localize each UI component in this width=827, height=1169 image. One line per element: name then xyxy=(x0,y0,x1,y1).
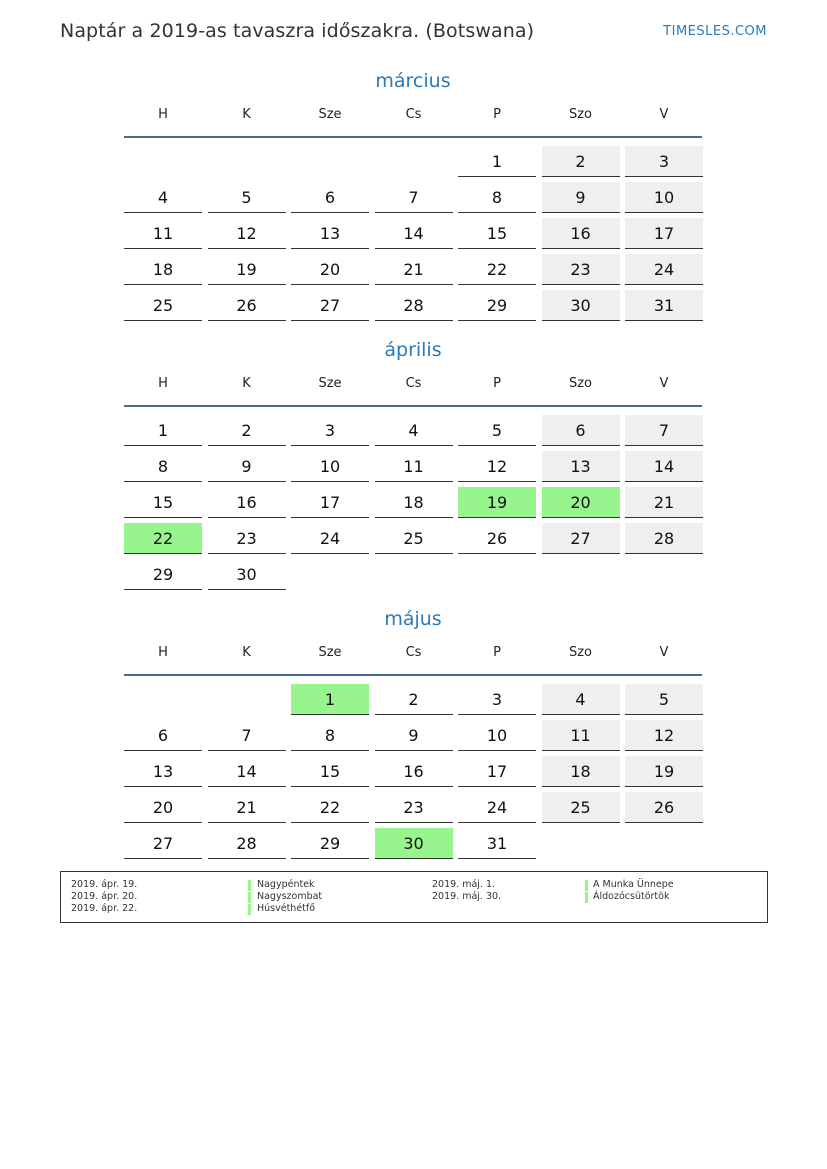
day-cell: 9 xyxy=(542,182,620,213)
day-cell: 26 xyxy=(458,523,536,554)
legend-holiday-name: Nagyszombat xyxy=(257,891,323,902)
legend-date: 2019. máj. 30. xyxy=(432,891,502,902)
day-cell: 18 xyxy=(124,254,202,285)
weekday-label: H xyxy=(158,376,168,391)
day-cell: 2 xyxy=(375,684,453,715)
weekday-label: V xyxy=(659,645,669,660)
legend-color-marker xyxy=(248,892,251,903)
day-cell: 15 xyxy=(458,218,536,249)
day-cell: 11 xyxy=(375,451,453,482)
day-cell: 8 xyxy=(458,182,536,213)
day-cell: 3 xyxy=(625,146,703,177)
legend-holiday-name: Húsvéthétfő xyxy=(257,903,316,914)
weekday-label: P xyxy=(493,645,501,660)
day-cell: 17 xyxy=(291,487,369,518)
day-cell: 13 xyxy=(291,218,369,249)
day-cell: 27 xyxy=(291,290,369,321)
day-cell: 7 xyxy=(625,415,703,446)
day-cell: 24 xyxy=(291,523,369,554)
day-cell: 25 xyxy=(375,523,453,554)
day-cell: 6 xyxy=(542,415,620,446)
day-cell: 29 xyxy=(458,290,536,321)
day-cell: 1 xyxy=(458,146,536,177)
holiday-day-cell: 20 xyxy=(542,487,620,518)
day-cell: 29 xyxy=(124,559,202,590)
day-cell: 28 xyxy=(375,290,453,321)
legend-holiday-name: Áldozócsütörtök xyxy=(593,891,670,902)
day-cell: 21 xyxy=(208,792,286,823)
day-cell: 24 xyxy=(625,254,703,285)
month-name: május xyxy=(384,608,442,630)
day-cell: 10 xyxy=(458,720,536,751)
day-cell: 7 xyxy=(375,182,453,213)
day-cell: 26 xyxy=(208,290,286,321)
day-cell: 8 xyxy=(124,451,202,482)
day-cell: 14 xyxy=(625,451,703,482)
day-cell: 16 xyxy=(542,218,620,249)
legend-color-marker xyxy=(248,880,251,891)
weekday-label: K xyxy=(242,107,251,122)
header-divider xyxy=(124,136,702,138)
weekday-label: Szo xyxy=(568,645,593,660)
day-cell: 9 xyxy=(375,720,453,751)
day-cell: 19 xyxy=(208,254,286,285)
day-cell: 11 xyxy=(124,218,202,249)
weekday-label: P xyxy=(493,376,501,391)
day-cell: 1 xyxy=(124,415,202,446)
day-cell: 17 xyxy=(625,218,703,249)
month-name: április xyxy=(384,339,442,361)
weekday-label: Szo xyxy=(568,107,593,122)
day-cell: 23 xyxy=(208,523,286,554)
weekday-header xyxy=(124,645,702,665)
brand-link[interactable]: TIMESLES.COM xyxy=(663,24,767,39)
weekday-header xyxy=(124,376,702,396)
weekday-label: Szo xyxy=(568,376,593,391)
day-cell: 12 xyxy=(458,451,536,482)
month-block xyxy=(124,608,702,868)
day-cell: 5 xyxy=(625,684,703,715)
day-cell: 15 xyxy=(291,756,369,787)
legend-date: 2019. máj. 1. xyxy=(432,879,496,890)
weekday-label: K xyxy=(242,645,251,660)
day-cell: 29 xyxy=(291,828,369,859)
day-cell: 28 xyxy=(625,523,703,554)
day-cell: 10 xyxy=(625,182,703,213)
day-cell: 18 xyxy=(542,756,620,787)
day-cell: 6 xyxy=(124,720,202,751)
day-cell: 5 xyxy=(458,415,536,446)
day-cell: 21 xyxy=(375,254,453,285)
day-cell: 23 xyxy=(375,792,453,823)
month-name: március xyxy=(375,70,451,92)
day-cell: 11 xyxy=(542,720,620,751)
holiday-legend xyxy=(60,871,768,923)
weekday-label: H xyxy=(158,107,168,122)
day-cell: 18 xyxy=(375,487,453,518)
day-cell: 20 xyxy=(124,792,202,823)
holiday-day-cell: 1 xyxy=(291,684,369,715)
weekday-label: V xyxy=(659,376,669,391)
day-cell: 25 xyxy=(542,792,620,823)
day-cell: 9 xyxy=(208,451,286,482)
day-cell: 5 xyxy=(208,182,286,213)
day-cell: 13 xyxy=(542,451,620,482)
day-cell: 24 xyxy=(458,792,536,823)
weekday-label: V xyxy=(659,107,669,122)
weekday-label: Cs xyxy=(405,645,422,660)
day-cell: 23 xyxy=(542,254,620,285)
day-cell: 27 xyxy=(124,828,202,859)
holiday-day-cell: 30 xyxy=(375,828,453,859)
day-cell: 28 xyxy=(208,828,286,859)
month-block xyxy=(124,339,702,599)
day-cell: 17 xyxy=(458,756,536,787)
day-cell: 20 xyxy=(291,254,369,285)
day-cell: 4 xyxy=(375,415,453,446)
day-cell: 12 xyxy=(625,720,703,751)
legend-color-marker xyxy=(585,892,588,903)
day-cell: 3 xyxy=(458,684,536,715)
weekday-label: Sze xyxy=(318,645,342,660)
day-cell: 12 xyxy=(208,218,286,249)
day-cell: 14 xyxy=(208,756,286,787)
legend-date: 2019. ápr. 20. xyxy=(71,891,138,902)
day-cell: 16 xyxy=(375,756,453,787)
day-cell: 30 xyxy=(542,290,620,321)
header-divider xyxy=(124,674,702,676)
day-cell: 10 xyxy=(291,451,369,482)
day-cell: 31 xyxy=(625,290,703,321)
weekday-header xyxy=(124,107,702,127)
weekday-label: H xyxy=(158,645,168,660)
day-cell: 25 xyxy=(124,290,202,321)
day-cell: 30 xyxy=(208,559,286,590)
page-title: Naptár a 2019-as tavaszra időszakra. (Botswana) xyxy=(60,20,535,42)
holiday-day-cell: 19 xyxy=(458,487,536,518)
weekday-label: P xyxy=(493,107,501,122)
header-divider xyxy=(124,405,702,407)
day-cell: 26 xyxy=(625,792,703,823)
day-cell: 8 xyxy=(291,720,369,751)
day-cell: 2 xyxy=(542,146,620,177)
month-block xyxy=(124,70,702,330)
legend-date: 2019. ápr. 22. xyxy=(71,903,138,914)
legend-color-marker xyxy=(585,880,588,891)
day-cell: 22 xyxy=(458,254,536,285)
day-cell: 3 xyxy=(291,415,369,446)
day-cell: 19 xyxy=(625,756,703,787)
day-cell: 27 xyxy=(542,523,620,554)
day-cell: 4 xyxy=(124,182,202,213)
day-cell: 16 xyxy=(208,487,286,518)
weekday-label: K xyxy=(242,376,251,391)
holiday-day-cell: 22 xyxy=(124,523,202,554)
day-cell: 13 xyxy=(124,756,202,787)
day-cell: 15 xyxy=(124,487,202,518)
weekday-label: Sze xyxy=(318,107,342,122)
weekday-label: Cs xyxy=(405,107,422,122)
day-cell: 6 xyxy=(291,182,369,213)
legend-color-marker xyxy=(248,904,251,915)
weekday-label: Sze xyxy=(318,376,342,391)
weekday-label: Cs xyxy=(405,376,422,391)
day-cell: 22 xyxy=(291,792,369,823)
day-cell: 4 xyxy=(542,684,620,715)
day-cell: 14 xyxy=(375,218,453,249)
day-cell: 31 xyxy=(458,828,536,859)
day-cell: 7 xyxy=(208,720,286,751)
day-cell: 21 xyxy=(625,487,703,518)
legend-holiday-name: A Munka Ünnepe xyxy=(593,879,674,890)
legend-date: 2019. ápr. 19. xyxy=(71,879,138,890)
day-cell: 2 xyxy=(208,415,286,446)
legend-holiday-name: Nagypéntek xyxy=(257,879,315,890)
